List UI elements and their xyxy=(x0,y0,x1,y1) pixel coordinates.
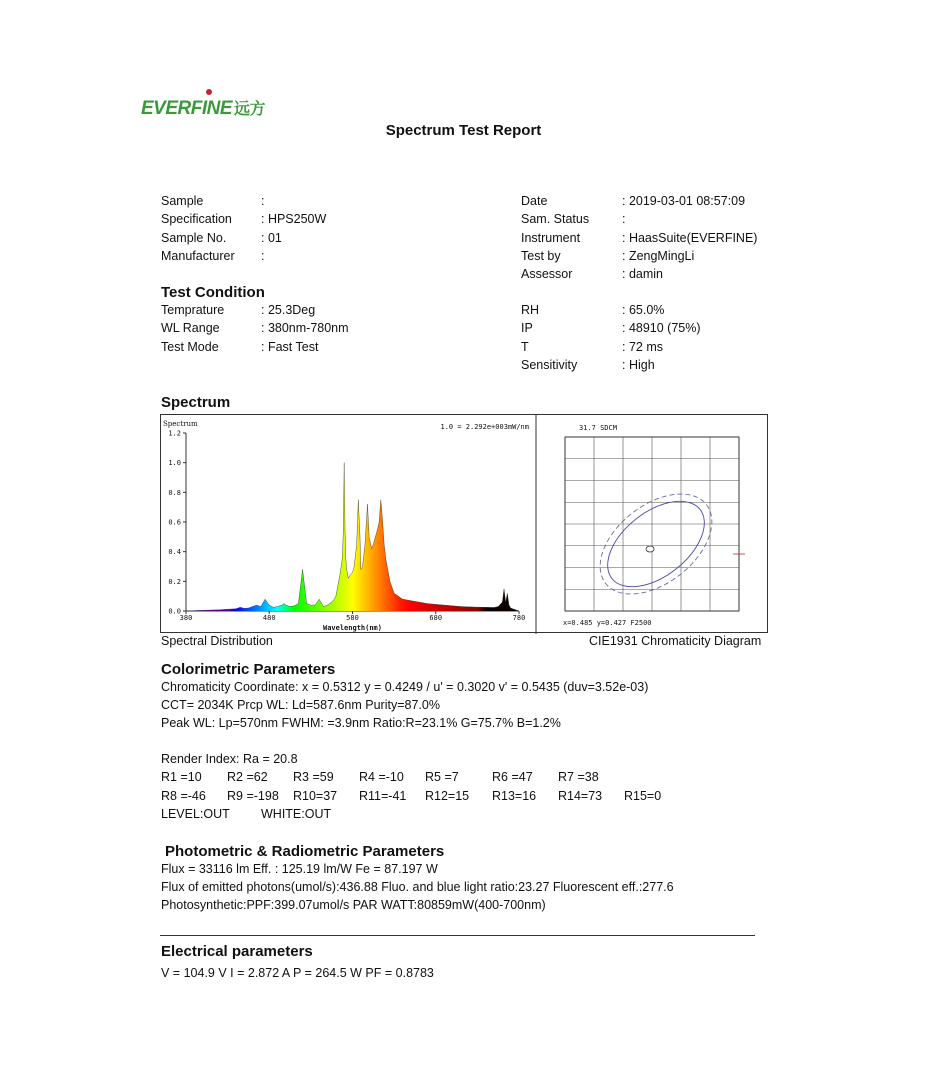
cie-diagram-caption: CIE1931 Chromaticity Diagram xyxy=(589,634,762,648)
x-tick-label: 780 xyxy=(512,614,526,622)
info-right-value: : 2019-03-01 08:57:09 xyxy=(622,194,746,208)
test-condition-right-value: : 65.0% xyxy=(622,303,665,317)
r-value: R14=73 xyxy=(558,789,603,803)
scale-note: 1.0 = 2.292e+003mW/nm xyxy=(440,423,529,431)
r-value: R6 =47 xyxy=(492,770,533,784)
info-left-label: Manufacturer xyxy=(161,248,235,263)
cie-bottom-label: x=0.485 y=0.427 F2500 xyxy=(563,619,652,627)
info-right-label: Assessor xyxy=(521,267,573,282)
everfine-logo xyxy=(141,96,265,120)
r-value: R7 =38 xyxy=(558,770,599,784)
logo-dot-icon xyxy=(206,89,212,95)
r-value: R5 =7 xyxy=(425,770,459,784)
info-right-label: Test by xyxy=(521,248,561,263)
r-value: R1 =10 xyxy=(161,770,202,784)
r-value: R4 =-10 xyxy=(359,770,404,784)
electrical-heading: Electrical parameters xyxy=(161,943,313,960)
x-tick-label: 580 xyxy=(346,614,359,622)
info-left-label: Sample No. xyxy=(161,230,227,245)
render-index-line: Render Index: Ra = 20.8 xyxy=(161,752,298,766)
flux-line: Flux = 33116 lm Eff. : 125.19 lm/W Fe = 87.197 W xyxy=(161,862,438,876)
test-condition-left-value: : 380nm-780nm xyxy=(261,321,349,336)
photosynthetic-line: Photosynthetic:PPF:399.07umol/s PAR WATT:80859mW(400-700nm) xyxy=(161,898,546,912)
cie-top-label: 31.7 SDCM xyxy=(579,424,617,432)
r-value: R13=16 xyxy=(492,789,537,803)
info-left-value: : HPS250W xyxy=(261,212,327,227)
info-left-value: : 01 xyxy=(261,230,282,245)
level-status: LEVEL:OUT xyxy=(161,807,230,821)
r-value: R15=0 xyxy=(624,789,662,803)
test-condition-right-label: RH xyxy=(521,303,540,317)
y-tick-label: 0.0 xyxy=(168,607,181,616)
info-right-label: Sam. Status xyxy=(521,212,590,227)
spectrum-area xyxy=(186,463,519,611)
x-tick-label: 680 xyxy=(429,614,443,622)
cie-point-marker xyxy=(646,546,654,552)
logo-text: EVERFINE xyxy=(141,98,233,119)
test-condition-left-value: : Fast Test xyxy=(261,339,319,354)
chromaticity-line: Chromaticity Coordinate: x = 0.5312 y = 0.4249 / u' = 0.3020 v' = 0.5435 (duv=3.52e-03) xyxy=(161,680,649,694)
report-title: Spectrum Test Report xyxy=(385,122,542,139)
info-left-label: Specification xyxy=(161,212,232,227)
r-value: R2 =62 xyxy=(227,770,268,784)
info-right-value: : ZengMingLi xyxy=(622,248,695,263)
test-condition-left-label: WL Range xyxy=(161,321,220,336)
divider-line xyxy=(160,935,755,936)
x-tick-label: 380 xyxy=(179,614,193,622)
info-right-value: : HaasSuite(EVERFINE) xyxy=(622,230,758,245)
test-condition-right-value: : 48910 (75%) xyxy=(622,321,701,336)
test-condition-right-label: T xyxy=(521,339,529,354)
spectral-distribution-caption: Spectral Distribution xyxy=(161,634,273,648)
info-right-value: : xyxy=(622,212,626,227)
spectrum-chart xyxy=(161,415,769,634)
y-tick-label: 0.4 xyxy=(168,548,181,557)
r-value: R3 =59 xyxy=(293,770,334,784)
info-right-label: Instrument xyxy=(521,230,581,245)
white-status: WHITE:OUT xyxy=(261,807,332,821)
y-tick-label: 0.2 xyxy=(168,577,181,586)
photons-line: Flux of emitted photons(umol/s):436.88 Fluo. and blue light ratio:23.27 Fluorescent eff.:277.6 xyxy=(161,880,674,894)
test-condition-right-value: : High xyxy=(622,357,655,372)
electrical-line: V = 104.9 V I = 2.872 A P = 264.5 W PF = 0.8783 xyxy=(161,966,434,980)
y-axis-label: Spectrum xyxy=(163,420,198,428)
r-value: R9 =-198 xyxy=(227,789,279,803)
peak-wl-line: Peak WL: Lp=570nm FWHM: =3.9nm Ratio:R=23.1% G=75.7% B=1.2% xyxy=(161,716,561,730)
y-tick-label: 1.0 xyxy=(168,459,181,468)
cct-line: CCT= 2034K Prcp WL: Ld=587.6nm Purity=87.0% xyxy=(161,698,440,712)
test-condition-heading: Test Condition xyxy=(161,284,265,301)
test-condition-right-label: IP xyxy=(521,321,533,336)
r-value: R12=15 xyxy=(425,789,470,803)
test-condition-right-value: : 72 ms xyxy=(622,339,663,354)
spectrum-heading: Spectrum xyxy=(161,394,231,411)
info-right-label: Date xyxy=(521,194,548,208)
x-axis-label: Wavelength(nm) xyxy=(322,624,383,632)
logo-cn-text: 远方 xyxy=(234,101,266,118)
colorimetric-heading: Colorimetric Parameters xyxy=(161,661,336,678)
test-condition-left-label: Test Mode xyxy=(161,339,219,354)
y-tick-label: 0.8 xyxy=(168,488,181,497)
y-tick-label: 0.6 xyxy=(168,518,181,527)
x-tick-label: 480 xyxy=(262,614,276,622)
info-left-value: : xyxy=(261,248,265,263)
photometric-heading: Photometric & Radiometric Parameters xyxy=(165,843,445,860)
y-tick-label: 1.2 xyxy=(168,429,181,438)
test-condition-left-value: : 25.3Deg xyxy=(261,303,316,317)
spectrum-chart-box xyxy=(160,414,768,633)
r-value: R10=37 xyxy=(293,789,338,803)
r-value: R11=-41 xyxy=(359,789,407,803)
info-left-value: : xyxy=(261,194,265,208)
test-condition-right-label: Sensitivity xyxy=(521,357,578,372)
cie-outer-ellipse xyxy=(582,474,731,614)
info-left-label: Sample xyxy=(161,194,204,208)
test-condition-left-label: Temprature xyxy=(161,303,225,317)
info-right-value: : damin xyxy=(622,267,663,282)
r-value: R8 =-46 xyxy=(161,789,206,803)
